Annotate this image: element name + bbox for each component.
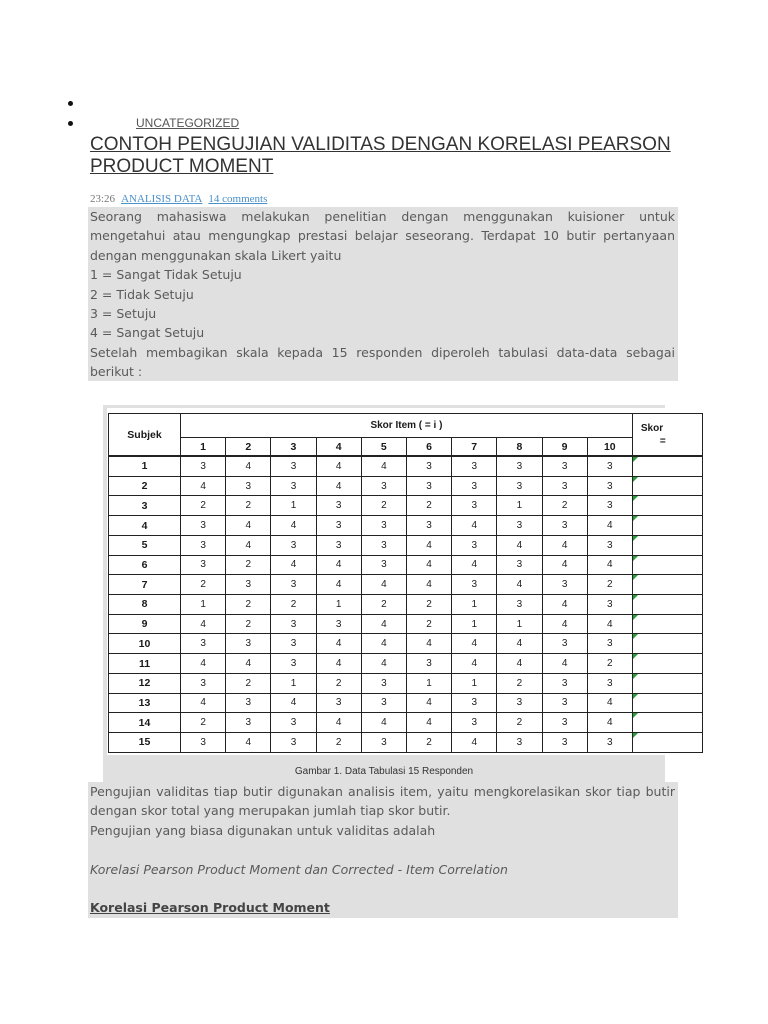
item-number-header: 3	[271, 438, 316, 457]
bullet-marker	[68, 121, 73, 126]
score-cell: 4	[362, 654, 407, 674]
score-cell: 4	[181, 694, 226, 714]
total-score-cell	[633, 575, 703, 595]
figure-caption: Gambar 1. Data Tabulasi 15 Responden	[294, 766, 474, 777]
subject-cell: 1	[109, 457, 181, 477]
table-figure	[103, 405, 665, 782]
subject-cell: 5	[109, 536, 181, 556]
score-cell: 3	[452, 457, 497, 477]
score-cell: 3	[543, 674, 588, 694]
score-cell: 3	[588, 634, 633, 654]
score-cell: 3	[317, 615, 362, 635]
score-cell: 3	[543, 516, 588, 536]
category-link[interactable]: UNCATEGORIZED	[136, 116, 240, 130]
subject-cell: 9	[109, 615, 181, 635]
score-cell: 4	[362, 615, 407, 635]
score-cell: 3	[362, 556, 407, 576]
score-cell: 2	[407, 615, 452, 635]
score-cell: 3	[588, 496, 633, 516]
score-cell: 4	[588, 713, 633, 733]
score-cell: 2	[497, 674, 542, 694]
score-cell: 2	[226, 674, 271, 694]
score-cell: 2	[181, 575, 226, 595]
subject-cell: 2	[109, 477, 181, 497]
score-cell: 3	[317, 536, 362, 556]
score-cell: 3	[543, 713, 588, 733]
score-cell: 3	[317, 694, 362, 714]
score-cell: 1	[452, 595, 497, 615]
total-score-header-formula: =	[659, 435, 666, 447]
method-paragraph: Pengujian validitas tiap butir digunakan analisis item, yaitu mengkorelasikan skor tiap butir dengan skor total yang merupakan jumlah tiap skor butir.	[90, 784, 675, 819]
item-number-header: 7	[452, 438, 497, 457]
score-cell: 3	[181, 457, 226, 477]
score-cell: 2	[181, 713, 226, 733]
label-link[interactable]: ANALISIS DATA	[121, 193, 203, 205]
score-cell: 1	[271, 674, 316, 694]
subject-cell: 7	[109, 575, 181, 595]
score-cell: 3	[497, 516, 542, 536]
score-cell: 2	[543, 496, 588, 516]
total-score-cell	[633, 654, 703, 674]
subject-cell: 10	[109, 634, 181, 654]
score-cell: 3	[362, 477, 407, 497]
score-cell: 4	[362, 634, 407, 654]
score-cell: 3	[181, 634, 226, 654]
method-section	[88, 782, 678, 918]
likert-option: 1 = Sangat Tidak Setuju	[90, 267, 242, 283]
score-cell: 3	[497, 694, 542, 714]
line-spacer	[90, 879, 675, 898]
score-cell: 2	[317, 674, 362, 694]
score-cell: 4	[588, 516, 633, 536]
subject-cell: 15	[109, 733, 181, 753]
score-cell: 4	[362, 457, 407, 477]
score-cell: 3	[271, 575, 316, 595]
score-cell: 3	[317, 496, 362, 516]
score-cell: 4	[407, 575, 452, 595]
score-cell: 2	[407, 595, 452, 615]
score-cell: 2	[362, 595, 407, 615]
score-cell: 3	[497, 477, 542, 497]
method-names: Korelasi Pearson Product Moment dan Corrected - Item Correlation	[90, 861, 508, 877]
subject-cell: 11	[109, 654, 181, 674]
score-cell: 4	[226, 516, 271, 536]
post-time: 23:26	[90, 193, 116, 205]
item-number-header: 9	[543, 438, 588, 457]
score-cell: 4	[452, 733, 497, 753]
score-cell: 4	[362, 575, 407, 595]
total-score-cell	[633, 457, 703, 477]
score-cell: 3	[452, 694, 497, 714]
score-cell: 4	[226, 733, 271, 753]
score-cell: 2	[407, 733, 452, 753]
score-cell: 4	[543, 536, 588, 556]
score-cell: 3	[362, 694, 407, 714]
item-number-header: 10	[588, 438, 633, 457]
score-cell: 4	[452, 634, 497, 654]
score-cell: 3	[543, 477, 588, 497]
score-cell: 4	[362, 713, 407, 733]
score-cell: 3	[181, 674, 226, 694]
score-cell: 2	[497, 713, 542, 733]
score-cell: 3	[588, 536, 633, 556]
score-cell: 3	[588, 457, 633, 477]
subject-cell: 12	[109, 674, 181, 694]
score-cell: 3	[181, 556, 226, 576]
score-cell: 4	[497, 536, 542, 556]
score-cell: 3	[452, 477, 497, 497]
total-score-cell	[633, 477, 703, 497]
score-cell: 3	[543, 457, 588, 477]
score-cell: 3	[362, 516, 407, 536]
score-cell: 3	[362, 733, 407, 753]
score-cell: 3	[452, 575, 497, 595]
item-number-header: 6	[407, 438, 452, 457]
score-cell: 3	[452, 713, 497, 733]
total-score-header-label: Skor	[640, 422, 664, 434]
score-cell: 3	[226, 694, 271, 714]
score-cell: 4	[543, 556, 588, 576]
score-cell: 1	[497, 615, 542, 635]
subject-cell: 13	[109, 694, 181, 714]
score-cell: 3	[181, 536, 226, 556]
score-cell: 4	[543, 654, 588, 674]
score-cell: 2	[226, 556, 271, 576]
score-cell: 4	[317, 654, 362, 674]
total-score-cell	[633, 615, 703, 635]
score-cell: 2	[362, 496, 407, 516]
score-cell: 1	[452, 615, 497, 635]
score-cell: 2	[407, 496, 452, 516]
score-cell: 4	[452, 556, 497, 576]
score-cell: 4	[407, 634, 452, 654]
subject-cell: 3	[109, 496, 181, 516]
item-number-header: 5	[362, 438, 407, 457]
score-cell: 2	[226, 615, 271, 635]
score-cell: 4	[588, 694, 633, 714]
total-score-cell	[633, 674, 703, 694]
score-cell: 3	[452, 496, 497, 516]
subject-cell: 4	[109, 516, 181, 536]
line-spacer	[90, 840, 675, 859]
post-title-link[interactable]: CONTOH PENGUJIAN VALIDITAS DENGAN KORELASI PEARSON PRODUCT MOMENT	[90, 134, 671, 177]
score-cell: 4	[317, 457, 362, 477]
score-cell: 3	[588, 477, 633, 497]
total-score-cell	[633, 516, 703, 536]
score-cell: 3	[497, 556, 542, 576]
total-score-cell	[633, 496, 703, 516]
score-cell: 3	[543, 733, 588, 753]
score-cell: 2	[588, 575, 633, 595]
post-title	[90, 134, 678, 178]
likert-option: 2 = Tidak Setuju	[90, 286, 194, 302]
score-cell: 4	[271, 694, 316, 714]
score-cell: 2	[226, 595, 271, 615]
total-score-cell	[633, 694, 703, 714]
score-cell: 3	[362, 674, 407, 694]
score-cell: 3	[497, 595, 542, 615]
intro-section	[88, 207, 678, 381]
score-cell: 2	[588, 654, 633, 674]
score-cell: 4	[226, 536, 271, 556]
score-cell: 4	[181, 654, 226, 674]
score-cell: 2	[226, 496, 271, 516]
score-cell: 2	[271, 595, 316, 615]
score-cell: 3	[181, 733, 226, 753]
method-lead: Pengujian yang biasa digunakan untuk validitas adalah	[90, 822, 436, 838]
score-cell: 3	[407, 457, 452, 477]
score-cell: 3	[271, 733, 316, 753]
item-score-header: Skor Item ( = i )	[181, 414, 633, 438]
score-cell: 4	[317, 556, 362, 576]
score-cell: 3	[588, 674, 633, 694]
score-cell: 3	[226, 713, 271, 733]
score-cell: 4	[407, 713, 452, 733]
post-meta	[90, 192, 267, 206]
score-cell: 3	[497, 733, 542, 753]
score-cell: 4	[407, 694, 452, 714]
score-cell: 3	[271, 536, 316, 556]
score-cell: 4	[226, 457, 271, 477]
score-cell: 4	[317, 575, 362, 595]
score-cell: 3	[543, 575, 588, 595]
score-cell: 1	[271, 496, 316, 516]
score-cell: 4	[317, 713, 362, 733]
score-cell: 4	[271, 556, 316, 576]
intro-paragraph: Seorang mahasiswa melakukan penelitian dengan menggunakan kuisioner untuk mengetahui atau mengungkap prestasi belajar seseorang. Terdapat 10 butir pertanyaan dengan menggunakan skala Likert yaitu	[90, 209, 675, 263]
score-cell: 4	[497, 654, 542, 674]
score-cell: 3	[497, 457, 542, 477]
score-cell: 4	[497, 634, 542, 654]
score-cell: 3	[362, 536, 407, 556]
intro-closing: Setelah membagikan skala kepada 15 responden diperoleh tabulasi data-data sebagai berikut :	[90, 344, 675, 380]
score-cell: 4	[181, 477, 226, 497]
score-cell: 3	[226, 575, 271, 595]
item-number-header: 8	[497, 438, 542, 457]
score-cell: 3	[226, 477, 271, 497]
score-cell: 3	[543, 694, 588, 714]
score-cell: 3	[407, 654, 452, 674]
score-cell: 3	[271, 654, 316, 674]
score-cell: 3	[271, 713, 316, 733]
comments-link[interactable]: 14 comments	[208, 193, 268, 205]
score-cell: 4	[588, 556, 633, 576]
bullet-marker	[68, 101, 73, 106]
score-cell: 4	[407, 536, 452, 556]
score-cell: 4	[271, 516, 316, 536]
score-cell: 3	[317, 516, 362, 536]
likert-option: 3 = Setuju	[90, 306, 157, 322]
item-number-header: 1	[181, 438, 226, 457]
score-cell: 1	[407, 674, 452, 694]
total-score-cell	[633, 536, 703, 556]
total-score-cell	[633, 733, 703, 753]
score-cell: 1	[181, 595, 226, 615]
score-cell: 3	[588, 733, 633, 753]
score-cell: 1	[452, 674, 497, 694]
total-score-cell	[633, 713, 703, 733]
score-cell: 3	[588, 595, 633, 615]
likert-option: 4 = Sangat Setuju	[90, 325, 205, 341]
subject-cell: 14	[109, 713, 181, 733]
item-number-header: 4	[317, 438, 362, 457]
score-cell: 3	[226, 634, 271, 654]
score-cell: 3	[543, 634, 588, 654]
score-cell: 4	[317, 634, 362, 654]
score-cell: 4	[452, 516, 497, 536]
score-cell: 3	[181, 516, 226, 536]
subject-header: Subjek	[109, 414, 181, 457]
score-cell: 4	[226, 654, 271, 674]
score-cell: 4	[317, 477, 362, 497]
total-score-cell	[633, 556, 703, 576]
score-cell: 4	[588, 615, 633, 635]
score-cell: 3	[271, 615, 316, 635]
total-score-header	[633, 414, 703, 457]
score-cell: 3	[271, 477, 316, 497]
score-cell: 4	[543, 595, 588, 615]
score-cell: 4	[407, 556, 452, 576]
score-cell: 4	[543, 615, 588, 635]
score-cell: 3	[271, 457, 316, 477]
total-score-cell	[633, 634, 703, 654]
score-cell: 1	[317, 595, 362, 615]
score-cell: 4	[452, 654, 497, 674]
score-cell: 4	[497, 575, 542, 595]
subject-cell: 6	[109, 556, 181, 576]
data-table-image	[107, 408, 665, 755]
score-cell: 2	[317, 733, 362, 753]
subject-cell: 8	[109, 595, 181, 615]
score-cell: 2	[181, 496, 226, 516]
section-subheading: Korelasi Pearson Product Moment	[90, 900, 330, 916]
score-cell: 1	[497, 496, 542, 516]
score-cell: 3	[452, 536, 497, 556]
score-cell: 3	[271, 634, 316, 654]
score-cell: 3	[407, 516, 452, 536]
total-score-cell	[633, 595, 703, 615]
item-number-header: 2	[226, 438, 271, 457]
score-cell: 3	[407, 477, 452, 497]
score-cell: 4	[181, 615, 226, 635]
data-table	[108, 413, 703, 753]
